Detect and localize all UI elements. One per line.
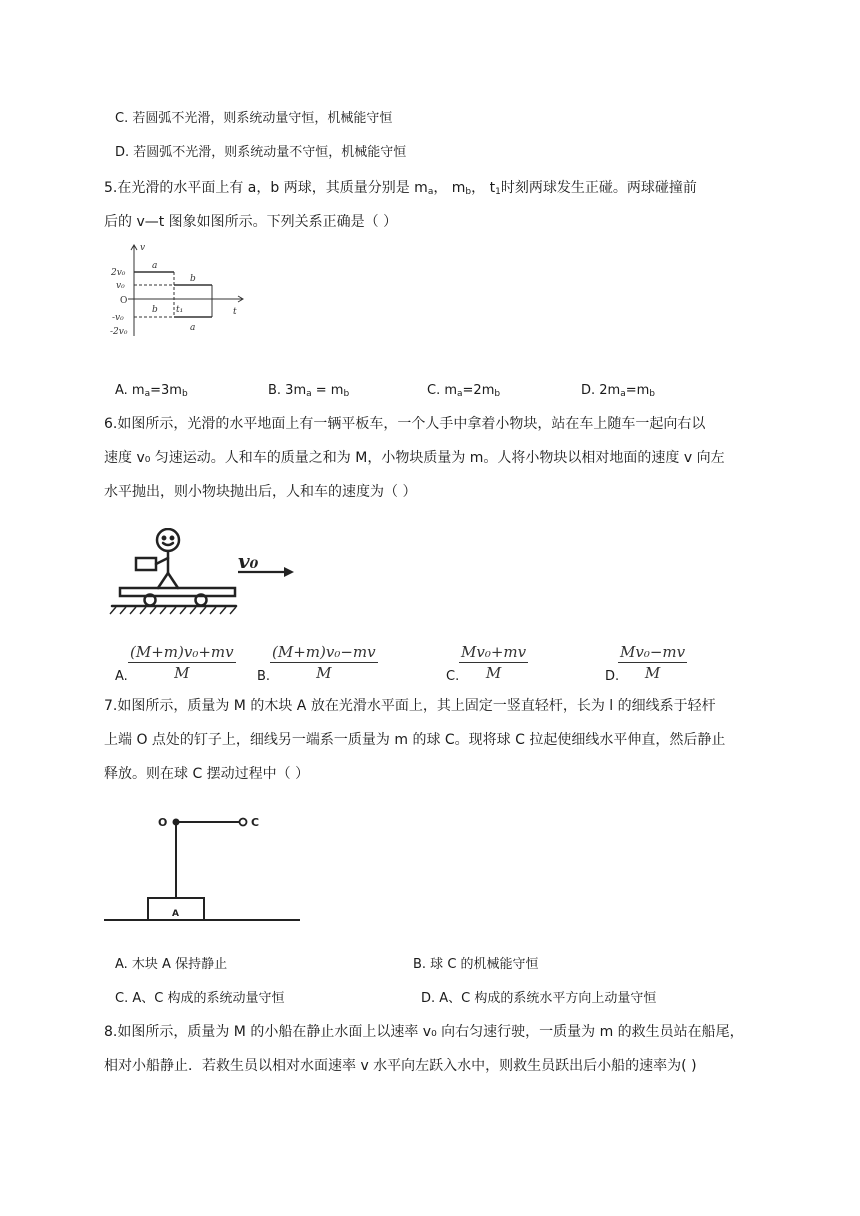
q6-option-a-fraction: (M+m)v₀+mv M — [130, 643, 234, 682]
q6-option-d-fraction: Mv₀−mv M — [620, 643, 686, 682]
q5-option-b: B. $3m_a = m_b$ — [268, 383, 350, 399]
q8-stem-line1: 8.如图所示，质量为 M 的小船在静止水面上以速率 v₀ 向右匀速行驶，一质量为 m 的救生员站在船尾， — [104, 1024, 744, 1040]
q5-label-a-top: a — [152, 261, 158, 271]
q7-option-c: C. A、C 构成的系统动量守恒 — [115, 991, 285, 1006]
q7-stem-line2: 上端 O 点处的钉子上，细线另一端系一质量为 m 的球 C。现将球 C 拉起使细线水平伸直，然后静止 — [104, 732, 726, 748]
q5-tick-neg-2v0: -2v₀ — [110, 327, 128, 337]
q7-pendulum-figure — [104, 806, 304, 926]
q7-option-a: A. 木块 A 保持静止 — [115, 957, 228, 972]
q6-option-a-letter: A. — [115, 669, 128, 684]
q6-option-d-letter: D. — [605, 669, 620, 684]
q5-origin-label: O — [120, 296, 128, 306]
q7-block-a-label: A — [172, 909, 179, 919]
q5-stem-line2: 后的 v—t 图象如图所示。下列关系正确是（ ） — [104, 214, 398, 230]
q5-t-axis-label: t — [233, 307, 237, 317]
q6-stem-line3: 水平抛出，则小物块抛出后，人和车的速度为（ ） — [104, 484, 417, 500]
q6-stem-line2: 速度 v₀ 匀速运动。人和车的质量之和为 M，小物块质量为 m。人将小物块以相对地面的速度 v 向左 — [104, 450, 725, 466]
q5-label-b-top: b — [190, 274, 196, 284]
q5-tick-v0: v₀ — [116, 281, 125, 291]
q5-option-c: C. $m_a=2m_b$ — [427, 383, 501, 399]
q6-v0-label: v₀ — [238, 549, 259, 573]
q7-ball-c-label: C — [251, 816, 260, 829]
q7-stem-line3: 释放。则在球 C 摆动过程中（ ） — [104, 766, 310, 782]
q6-option-c-letter: C. — [446, 669, 460, 684]
q6-cart-figure — [108, 528, 308, 618]
q5-label-b-bottom: b — [152, 305, 158, 315]
q7-option-d: D. A、C 构成的系统水平方向上动量守恒 — [421, 991, 657, 1006]
q5-v-axis-label: v — [140, 243, 146, 253]
q7-option-b: B. 球 C 的机械能守恒 — [413, 957, 539, 972]
q5-vt-graph — [108, 242, 258, 342]
q6-option-b-letter: B. — [257, 669, 271, 684]
q6-stem-line1: 6.如图所示，光滑的水平地面上有一辆平板车，一个人手中拿着小物块，站在车上随车一起向右以 — [104, 416, 706, 432]
q4-option-c: C. 若圆弧不光滑，则系统动量守恒，机械能守恒 — [115, 111, 393, 126]
q5-tick-neg-v0: -v₀ — [112, 313, 124, 323]
q7-point-o-label: O — [158, 816, 168, 829]
q5-stem-line1: 5.在光滑的水平面上有 a，b 两球，其质量分别是 $m_a$， $m_b$， $t_1$时刻两球发生正碰。两球碰撞前 — [104, 180, 697, 197]
q6-option-c-fraction: Mv₀+mv M — [461, 643, 527, 682]
q6-option-b-fraction: (M+m)v₀−mv M — [272, 643, 376, 682]
q8-stem-line2: 相对小船静止．若救生员以相对水面速率 v 水平向左跃入水中，则救生员跃出后小船的速率为( ) — [104, 1058, 697, 1074]
q5-option-a: A. $m_a=3m_b$ — [115, 383, 188, 399]
q5-tick-2v0: 2v₀ — [111, 268, 126, 278]
q5-label-a-bottom: a — [190, 323, 196, 333]
q5-option-d: D. $2m_a=m_b$ — [581, 383, 656, 399]
q5-label-t1: t₁ — [176, 305, 184, 315]
q4-option-d: D. 若圆弧不光滑，则系统动量不守恒，机械能守恒 — [115, 145, 407, 160]
q7-stem-line1: 7.如图所示，质量为 M 的木块 A 放在光滑水平面上，其上固定一竖直轻杆，长为 l 的细线系于轻杆 — [104, 698, 716, 714]
